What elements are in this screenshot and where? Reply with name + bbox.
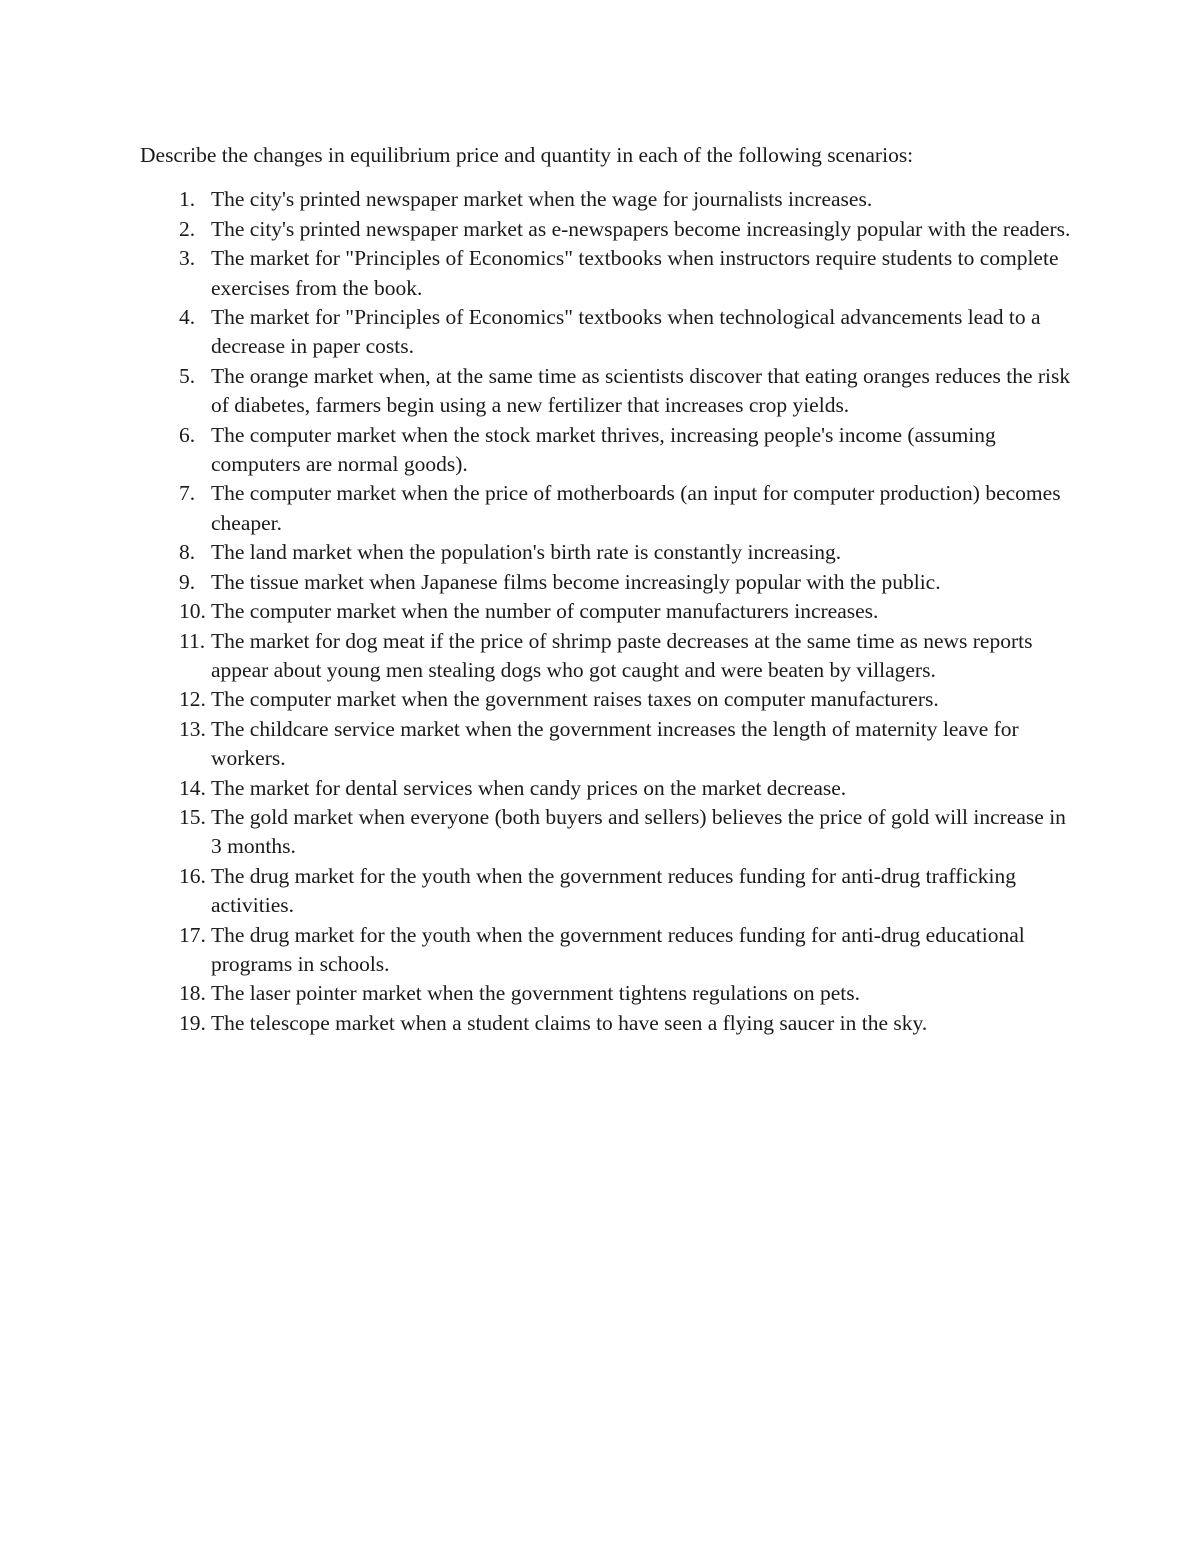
item-number: 6. xyxy=(179,422,196,447)
item-text: The gold market when everyone (both buyers and sellers) believes the price of gold will increase in 3 months. xyxy=(211,804,1066,859)
item-text: The market for "Principles of Economics" textbooks when instructors require students to complete exercises from the book. xyxy=(211,246,1059,300)
item-number: 4. xyxy=(179,305,196,330)
scenario-item xyxy=(140,568,1080,597)
scenario-item xyxy=(140,715,1080,774)
scenario-item xyxy=(140,921,1080,980)
item-number: 3. xyxy=(179,246,196,271)
item-text: The childcare service market when the government increases the length of maternity leave for workers. xyxy=(211,716,1019,771)
item-number-cell xyxy=(140,803,211,862)
item-text: The market for "Principles of Economics" textbooks when technological advancements lead to a decrease in paper costs. xyxy=(211,305,1041,359)
item-number-cell xyxy=(140,774,211,803)
item-number: 9. xyxy=(179,569,196,594)
scenario-item xyxy=(140,479,1080,538)
item-number: 5. xyxy=(179,363,196,388)
item-number: 1. xyxy=(179,187,196,212)
item-text: The city's printed newspaper market when the wage for journalists increases. xyxy=(211,187,873,212)
item-number: 15. xyxy=(179,804,206,829)
item-number-cell xyxy=(140,715,211,774)
item-number: 7. xyxy=(179,481,196,506)
scenario-item xyxy=(140,774,1080,803)
document-body xyxy=(140,141,1080,1038)
item-text: The computer market when the price of motherboards (an input for computer production) becomes cheaper. xyxy=(211,481,1061,535)
item-number-cell xyxy=(140,244,211,303)
item-number-cell xyxy=(140,979,211,1008)
scenario-list xyxy=(140,185,1080,1038)
item-text: The computer market when the number of computer manufacturers increases. xyxy=(211,599,879,624)
item-number-cell xyxy=(140,568,211,597)
item-number-cell xyxy=(140,538,211,567)
item-text: The orange market when, at the same time as scientists discover that eating oranges reduces the risk of diabetes, farmers begin using a new fertilizer that increases crop yields. xyxy=(211,363,1071,418)
item-number-cell xyxy=(140,362,211,421)
item-text: The market for dog meat if the price of shrimp paste decreases at the same time as news reports appear about young men stealing dogs who got caught and were beaten by villagers. xyxy=(211,628,1033,682)
item-number-cell xyxy=(140,421,211,480)
scenario-item xyxy=(140,215,1080,244)
scenario-item xyxy=(140,1009,1080,1038)
item-number-cell xyxy=(140,921,211,980)
item-text: The laser pointer market when the government tightens regulations on pets. xyxy=(211,981,860,1006)
scenario-item xyxy=(140,597,1080,626)
item-number-cell xyxy=(140,215,211,244)
instructions-text: Describe the changes in equilibrium price and quantity in each of the following scenarios: xyxy=(140,143,914,167)
item-text: The market for dental services when candy prices on the market decrease. xyxy=(211,775,847,800)
scenario-item xyxy=(140,303,1080,362)
item-text: The city's printed newspaper market as e-newspapers become increasingly popular with the readers. xyxy=(211,216,1071,241)
item-text: The computer market when the government raises taxes on computer manufacturers. xyxy=(211,687,939,712)
item-number-cell xyxy=(140,479,211,538)
item-number: 13. xyxy=(179,716,206,741)
scenario-item xyxy=(140,627,1080,686)
item-number: 2. xyxy=(179,216,196,241)
scenario-item xyxy=(140,362,1080,421)
item-number: 18. xyxy=(179,981,206,1006)
item-number: 10. xyxy=(179,599,206,624)
scenario-item xyxy=(140,185,1080,214)
item-number: 14. xyxy=(179,775,206,800)
item-number: 17. xyxy=(179,922,206,947)
item-text: The drug market for the youth when the government reduces funding for anti-drug educational programs in schools. xyxy=(211,922,1025,976)
item-number: 8. xyxy=(179,540,196,565)
item-text: The drug market for the youth when the government reduces funding for anti-drug trafficking activities. xyxy=(211,863,1017,918)
scenario-item xyxy=(140,979,1080,1008)
item-text: The telescope market when a student claims to have seen a flying saucer in the sky. xyxy=(211,1010,928,1035)
scenario-item xyxy=(140,538,1080,567)
item-text: The computer market when the stock market thrives, increasing people's income (assuming computers are normal goods). xyxy=(211,422,996,477)
item-number-cell xyxy=(140,597,211,626)
scenario-item xyxy=(140,244,1080,303)
scenario-item xyxy=(140,862,1080,921)
item-number: 16. xyxy=(179,863,206,888)
item-number: 19. xyxy=(179,1010,206,1035)
item-number-cell xyxy=(140,303,211,362)
item-number-cell xyxy=(140,685,211,714)
item-number: 12. xyxy=(179,687,206,712)
scenario-item xyxy=(140,803,1080,862)
item-text: The tissue market when Japanese films become increasingly popular with the public. xyxy=(211,569,941,594)
item-number-cell xyxy=(140,862,211,921)
item-number: 11. xyxy=(179,628,206,653)
scenario-item xyxy=(140,421,1080,480)
item-text: The land market when the population's birth rate is constantly increasing. xyxy=(211,540,842,565)
item-number-cell xyxy=(140,627,211,686)
item-number-cell xyxy=(140,1009,211,1038)
item-number-cell xyxy=(140,185,211,214)
scenario-item xyxy=(140,685,1080,714)
